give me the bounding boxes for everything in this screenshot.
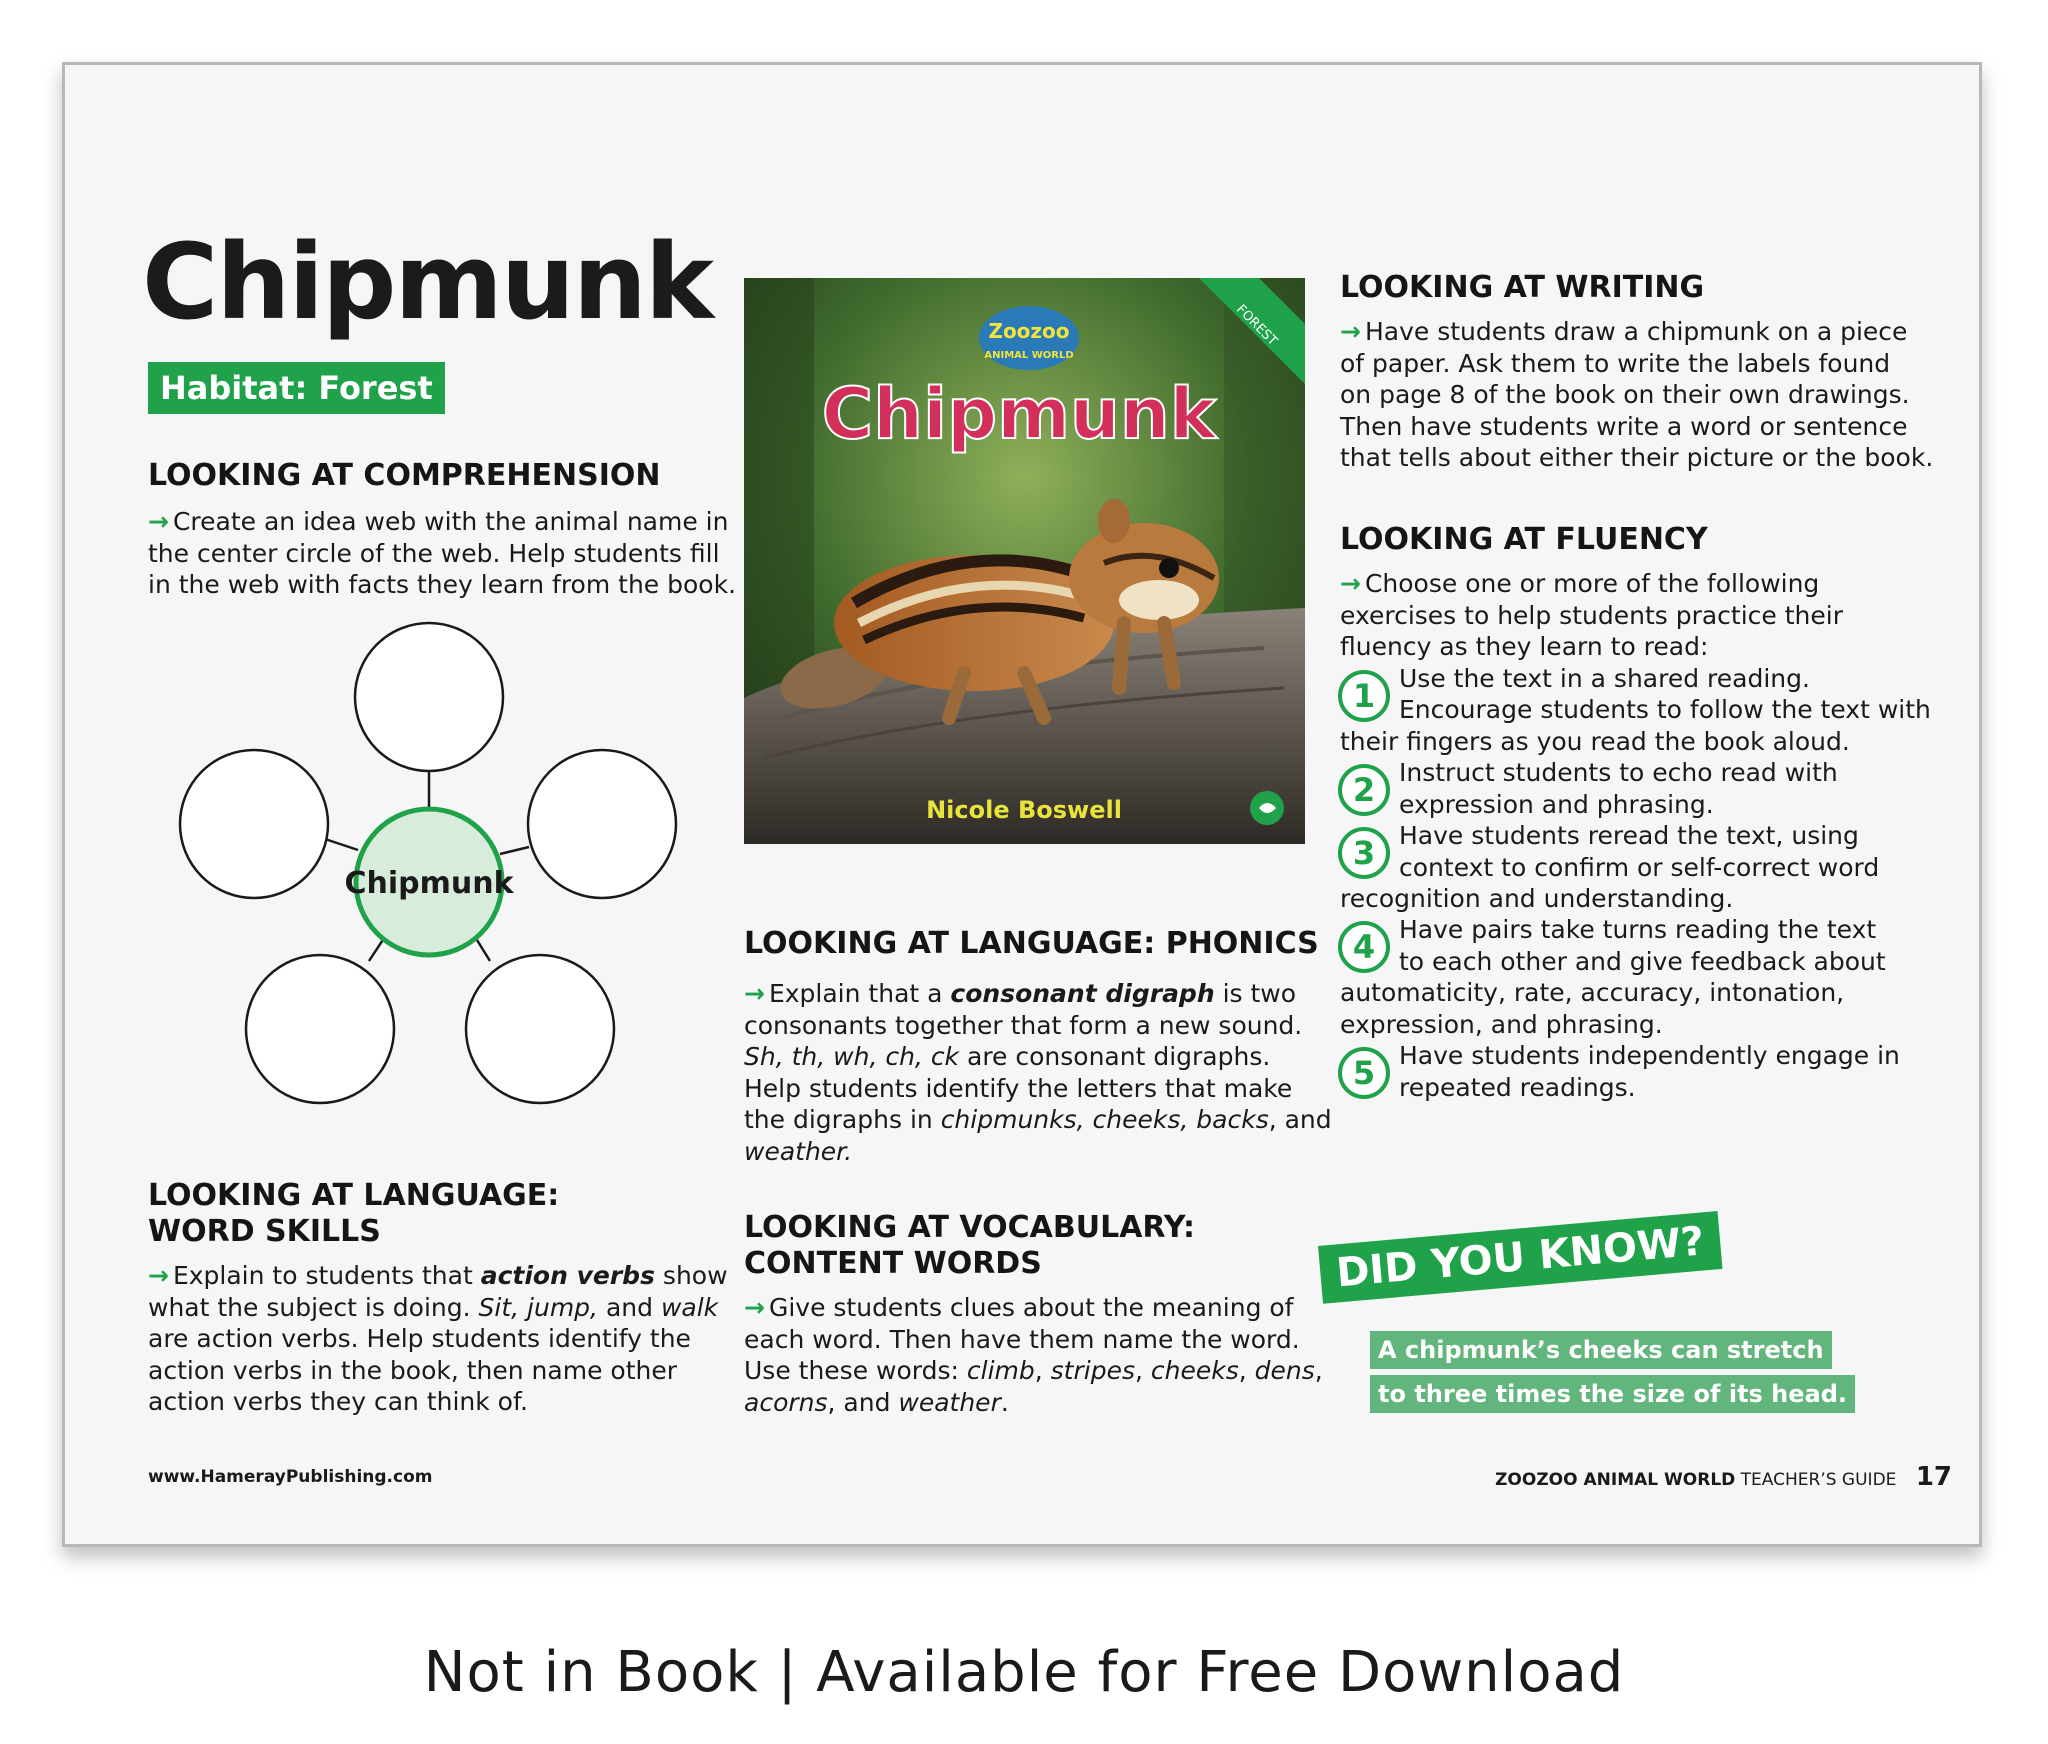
fluency-item-4-line: automaticity, rate, accuracy, intonation,: [1340, 978, 1845, 1007]
arrow-icon: →: [148, 507, 169, 536]
web-center-label: Chipmunk: [344, 866, 514, 901]
fluency-item-1-line: their fingers as you read the book aloud.: [1340, 727, 1850, 756]
web-outer-circle-right: [528, 750, 676, 898]
cover-title: Chipmunk: [821, 373, 1217, 455]
fluency-item-2: Instruct students to echo read with: [1399, 758, 1838, 787]
word-skills-text: → Explain to students that action verbs show what the subject is doing. Sit, jump, and walk are action verbs. Help students identify the action verbs in the book, then name other action verbs they can think of.: [148, 1261, 728, 1416]
fluency-item-5-line: repeated readings.: [1399, 1073, 1636, 1102]
fluency-item-3-line: context to confirm or self-correct word: [1399, 853, 1880, 882]
fact-line-2: to three times the size of its head.: [1370, 1375, 1855, 1413]
web-outer-circle-bottom-left: [246, 955, 394, 1103]
phonics-text: → Explain that a consonant digraph is two consonants together that form a new sound. Sh, th, wh, ch, ck are consonant digraphs. Help students identify the letters that make the digraphs in chipmunks, cheeks, backs, and weather.: [744, 979, 1332, 1166]
comprehension-text: → Create an idea web with the animal name in the center circle of the web. Help students fill in the web with facts they learn from the book.: [148, 507, 737, 599]
arrow-icon: →: [1340, 317, 1361, 346]
arrow-icon: →: [744, 1293, 765, 1322]
book-cover-image: [744, 278, 1305, 844]
fluency-item-1: Use the text in a shared reading.: [1399, 664, 1810, 693]
fluency-item-1-line: Encourage students to follow the text with: [1399, 695, 1931, 724]
number-5-icon: 5: [1338, 1047, 1390, 1099]
fluency-heading: LOOKING AT FLUENCY: [1340, 522, 1708, 557]
word-skills-heading: LOOKING AT LANGUAGE: WORD SKILLS: [148, 1178, 560, 1249]
fluency-item-3-line: recognition and understanding.: [1340, 884, 1734, 913]
fluency-item-5: Have students independently engage in: [1399, 1041, 1900, 1070]
number-2-icon: 2: [1338, 764, 1390, 816]
did-you-know-badge: DID YOU KNOW?: [1318, 1211, 1722, 1304]
comprehension-heading: LOOKING AT COMPREHENSION: [148, 458, 661, 493]
web-outer-circle-top: [355, 623, 503, 771]
web-connector-left: [325, 839, 358, 850]
idea-web-diagram: [170, 618, 690, 1118]
web-outer-circle-left: [180, 750, 328, 898]
number-3-icon: 3: [1338, 827, 1390, 879]
page-number: 17: [1915, 1462, 1952, 1492]
publisher-website: www.HamerayPublishing.com: [148, 1467, 433, 1487]
writing-text: → Have students draw a chipmunk on a piece of paper. Ask them to write the labels found on page 8 of the book on their own drawings. Then have students write a word or sentence that tells about either their picture or the book.: [1340, 317, 1934, 472]
number-1-icon: 1: [1338, 670, 1390, 722]
page-title: Chipmunk: [142, 221, 713, 343]
cover-art: [744, 278, 1305, 844]
web-outer-circle-bottom-right: [466, 955, 614, 1103]
fluency-item-4-line: expression, and phrasing.: [1340, 1010, 1663, 1039]
fluency-item-4-line: to each other and give feedback about: [1399, 947, 1886, 976]
cover-author: Nicole Boswell: [926, 796, 1122, 824]
phonics-heading: LOOKING AT LANGUAGE: PHONICS: [744, 926, 1319, 961]
cover-ribbon: FOREST: [1233, 302, 1280, 349]
download-caption: Not in Book | Available for Free Download: [423, 1640, 1625, 1705]
guide-label: TEACHER’S GUIDE: [1740, 1470, 1897, 1490]
writing-heading: LOOKING AT WRITING: [1340, 270, 1705, 305]
habitat-badge: Habitat: Forest: [148, 362, 445, 414]
fluency-item-4: Have pairs take turns reading the text: [1399, 915, 1877, 944]
fluency-intro: → Choose one or more of the following exercises to help students practice their fluency as they learn to read:: [1340, 569, 1844, 661]
arrow-icon: →: [1340, 569, 1361, 598]
arrow-icon: →: [744, 979, 765, 1008]
arrow-icon: →: [148, 1261, 169, 1290]
number-4-icon: 4: [1338, 921, 1390, 973]
web-connector-right: [500, 847, 529, 854]
page-footer: [1495, 1462, 1952, 1492]
fact-line-1: A chipmunk’s cheeks can stretch: [1370, 1331, 1832, 1369]
vocabulary-heading: LOOKING AT VOCABULARY: CONTENT WORDS: [744, 1210, 1195, 1281]
fluency-item-2-line: expression and phrasing.: [1399, 790, 1714, 819]
series-name: ZOOZOO ANIMAL WORLD: [1495, 1470, 1736, 1490]
fluency-item-3: Have students reread the text, using: [1399, 821, 1859, 850]
vocabulary-text: → Give students clues about the meaning of each word. Then have them name the word. Use these words: climb, stripes, cheeks, dens, acorns, and weather.: [744, 1293, 1323, 1417]
series-logo-text: Zoozoo: [988, 319, 1070, 343]
series-logo-subtext: ANIMAL WORLD: [984, 350, 1074, 361]
